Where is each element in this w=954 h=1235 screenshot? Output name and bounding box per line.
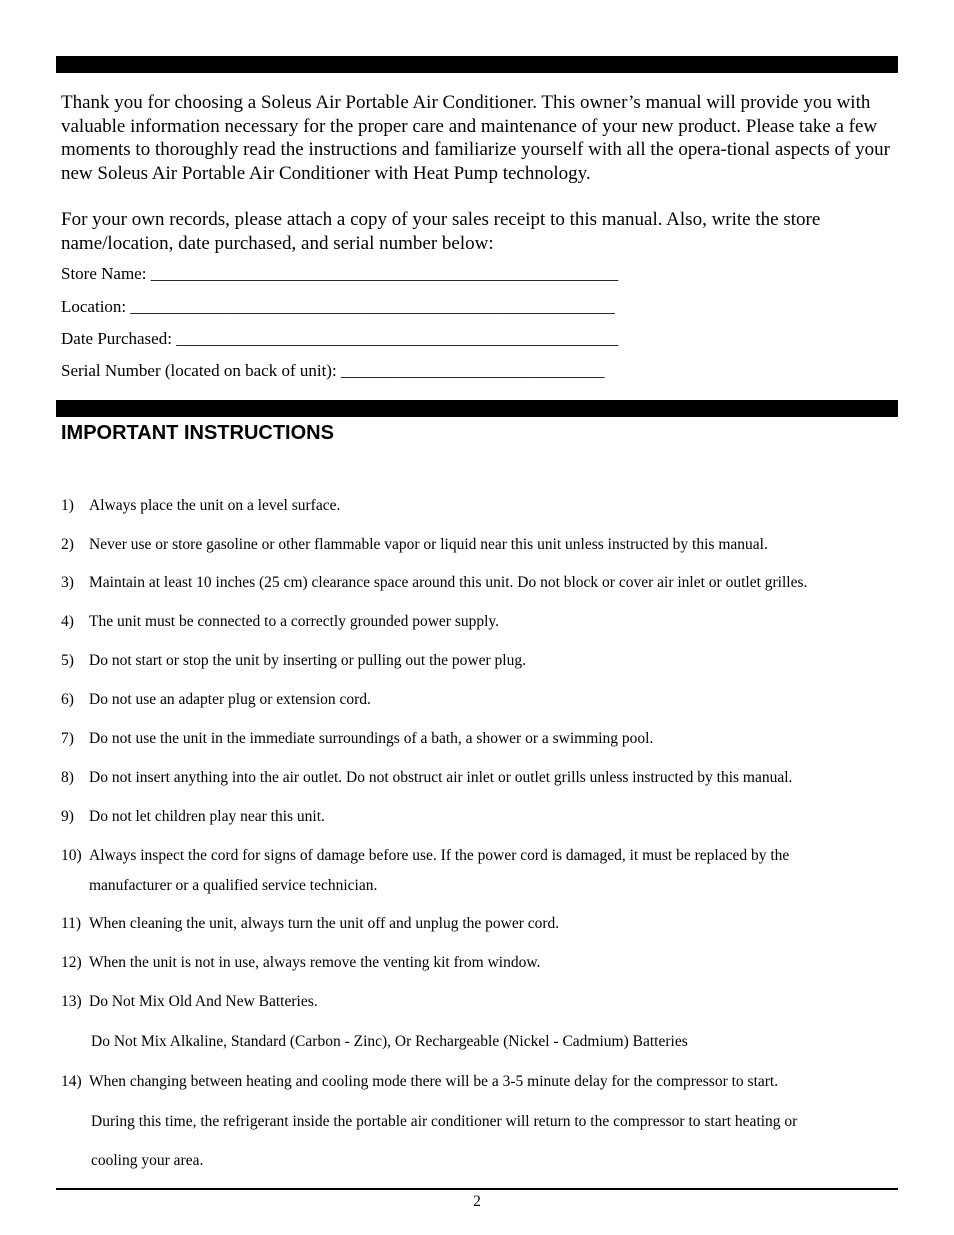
- section-bar: [56, 400, 898, 417]
- instruction-item: 6) Do not use an adapter plug or extension cord.: [61, 691, 371, 708]
- instruction-continuation: Do Not Mix Alkaline, Standard (Carbon - Zinc), Or Rechargeable (Nickel - Cadmium) Batteries: [91, 1033, 688, 1050]
- instruction-item: 11) When cleaning the unit, always turn the unit off and unplug the power cord.: [61, 915, 560, 932]
- instruction-item: 13) Do Not Mix Old And New Batteries.: [61, 993, 318, 1010]
- instruction-item: 5) Do not start or stop the unit by inserting or pulling out the power plug.: [61, 652, 526, 669]
- records-paragraph: For your own records, please attach a copy of your sales receipt to this manual. Also, write the store name/location, date purchased, and serial number below:: [61, 209, 821, 254]
- instruction-item: 7) Do not use the unit in the immediate surroundings of a bath, a shower or a swimming pool.: [61, 730, 654, 747]
- instruction-item: 2) Never use or store gasoline or other flammable vapor or liquid near this unit unless instructed by this manual.: [61, 536, 768, 553]
- instruction-continuation: cooling your area.: [91, 1152, 204, 1169]
- instruction-item: 12) When the unit is not in use, always remove the venting kit from window.: [61, 954, 541, 971]
- section-title: IMPORTANT INSTRUCTIONS: [61, 422, 334, 444]
- instruction-continuation: During this time, the refrigerant inside the portable air conditioner will return to the compressor to start heating or: [91, 1113, 798, 1130]
- store-name-field: Store Name: _______________________________________________________: [61, 264, 619, 283]
- footer-rule: [56, 1188, 898, 1190]
- instruction-item: 1) Always place the unit on a level surface.: [61, 497, 341, 514]
- header-bar: [56, 56, 898, 73]
- instruction-item: 9) Do not let children play near this unit.: [61, 808, 325, 825]
- instruction-item: 8) Do not insert anything into the air outlet. Do not obstruct air inlet or outlet grills unless instructed by this manual.: [61, 769, 793, 786]
- instruction-item: 14) When changing between heating and cooling mode there will be a 3-5 minute delay for the compressor to start.: [61, 1073, 779, 1090]
- page-number: 2: [473, 1193, 481, 1210]
- instruction-item: 4) The unit must be connected to a correctly grounded power supply.: [61, 613, 500, 630]
- serial-number-field: Serial Number (located on back of unit): _______________________________: [61, 361, 605, 380]
- instruction-continuation: manufacturer or a qualified service technician.: [89, 877, 378, 894]
- intro-paragraph: Thank you for choosing a Soleus Air Portable Air Conditioner. This owner’s manual will provide you with valuable information necessary for the proper care and maintenance of your new product. Please take a few moments to thoroughly read the instructions and familiarize yourself with all the opera-tional aspects of your new Soleus Air Portable Air Conditioner with Heat Pump technology.: [61, 92, 890, 184]
- instruction-item: 10) Always inspect the cord for signs of damage before use. If the power cord is damaged, it must be replaced by the: [61, 847, 790, 864]
- instruction-item: 3) Maintain at least 10 inches (25 cm) clearance space around this unit. Do not block or cover air inlet or outlet grilles.: [61, 574, 808, 591]
- location-field: Location: _________________________________________________________: [61, 297, 615, 316]
- date-purchased-field: Date Purchased: ____________________________________________________: [61, 329, 619, 348]
